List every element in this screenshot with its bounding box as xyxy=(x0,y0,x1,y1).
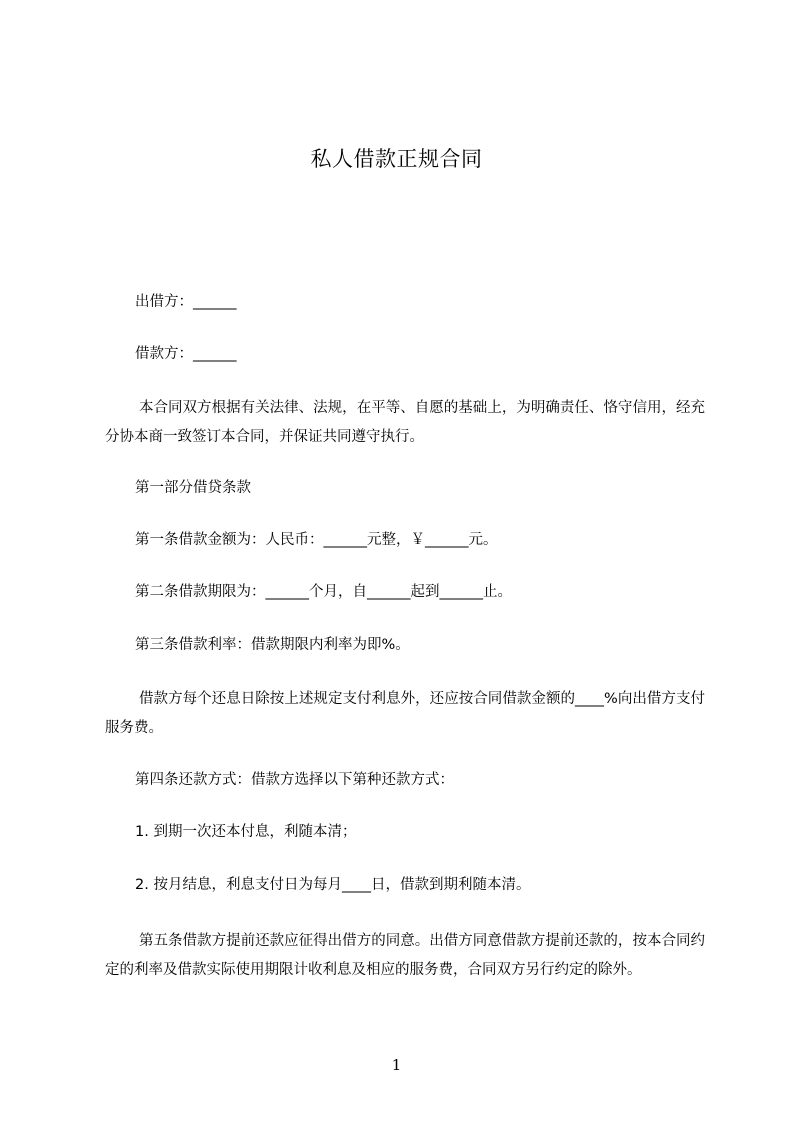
part1-heading: 第一部分借贷条款 xyxy=(135,480,251,496)
article2-loan-term: 第二条借款期限为：______个月，自______起到______止。 xyxy=(135,584,512,600)
article3-interest-rate: 第三条借款利率：借款期限内利率为即%。 xyxy=(135,637,410,653)
preamble-paragraph: 本合同双方根据有关法律、法规，在平等、自愿的基础上，为明确责任、恪守信用，经充分协本商一致签订本合同，并保证共同遵守执行。 xyxy=(105,400,705,445)
borrower-line: 借款方：______ xyxy=(135,346,237,362)
article5-early-repayment: 第五条借款方提前还款应征得出借方的同意。出借方同意借款方提前还款的，按本合同约定的利率及借款实际使用期限计收利息及相应的服务费，合同双方另行约定的除外。 xyxy=(105,933,705,978)
document-title: 私人借款正规合同 xyxy=(310,147,483,171)
repayment-option-2: 2. 按月结息，利息支付日为每月____日，借款到期利随本清。 xyxy=(135,877,531,893)
repayment-option-1: 1. 到期一次还本付息，利随本清； xyxy=(135,824,357,840)
page-number: 1 xyxy=(391,1056,402,1074)
lender-line: 出借方：______ xyxy=(135,294,237,310)
service-fee-paragraph: 借款方每个还息日除按上述规定支付利息外，还应按合同借款金额的____%向出借方支付服务费。 xyxy=(105,691,705,736)
article1-loan-amount: 第一条借款金额为：人民币：______元整，￥______元。 xyxy=(135,532,498,548)
article4-repayment-method: 第四条还款方式：借款方选择以下第种还款方式： xyxy=(135,772,454,788)
